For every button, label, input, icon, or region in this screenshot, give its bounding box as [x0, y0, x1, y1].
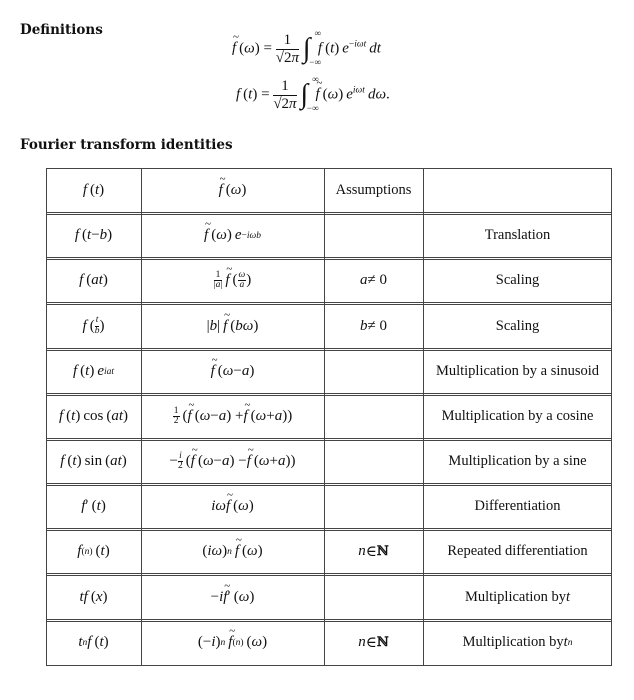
cell-assumption: [324, 351, 423, 392]
cell-description: Repeated differentiation: [447, 543, 588, 559]
header-f-of-t: f ( t ): [82, 182, 105, 198]
cell-description: Multiplication by t n: [462, 634, 573, 650]
cell-assumption: a ≠ 0: [360, 272, 387, 288]
cell-transform: (− i ) n ~ f (n) ( ω ): [141, 622, 324, 663]
cell-function: t f ( x ): [79, 588, 108, 605]
cell-function: f ( t b ): [82, 315, 105, 336]
header-description: [423, 170, 612, 211]
cell-assumption: n ∈ ℕ: [358, 543, 389, 560]
cell-function: f ( at ): [79, 272, 108, 288]
cell-transform: iω ~ f ( ω ): [141, 486, 324, 527]
cell-function: f ( t ) e iat: [72, 363, 115, 379]
cell-description: Translation: [484, 227, 551, 243]
cell-description: Scaling: [495, 317, 540, 334]
cell-transform: 1 |a| ~ f ( ω a ): [141, 260, 324, 301]
cell-assumption: [324, 486, 423, 527]
definitions-heading: Definitions: [20, 22, 103, 38]
cell-transform: − i 2 ( ~ f ( ω − a ) − ~ f ( ω + a )): [141, 441, 324, 482]
header-assumptions: Assumptions: [335, 182, 412, 198]
cell-function: f ( t ) sin ( at ): [60, 453, 127, 469]
cell-function: f ( t ) cos ( at ): [58, 408, 128, 424]
cell-description: Multiplication by a cosine: [441, 408, 594, 424]
header-f-tilde: ~ f ( ω ): [141, 170, 324, 211]
cell-transform: − i ~ f ′ ( ω ): [141, 576, 324, 618]
cell-description: Scaling: [495, 272, 540, 288]
cell-description: Multiplication by a sine: [448, 453, 587, 469]
cell-assumption: [324, 396, 423, 437]
table-rule: [46, 665, 612, 666]
forward-transform-equation: ~ f (ω) = $\frac{1}{√2\pi}$ ∫ ∞ −∞ f (t) $e^{-i\omega t}$ dt: [232, 32, 381, 66]
cell-description: Differentiation: [474, 498, 561, 514]
cell-assumption: b ≠ 0: [360, 317, 387, 334]
inverse-transform-equation: f (t) = $\frac{1}{√2\pi}$ ∫ ∞ −∞ ~ f (ω) $e^{i\omega t}$ dω.: [236, 78, 390, 112]
cell-function: f ′ ( t ): [81, 498, 106, 514]
cell-transform: 1 2 ( ~ f ( ω − a ) + ~ f ( ω + a )): [141, 396, 324, 437]
cell-assumption: [324, 215, 423, 256]
cell-function: f (n) ( t ): [77, 543, 110, 559]
cell-transform: ~ f ( ω − a ): [141, 351, 324, 392]
identities-heading: Fourier transform identities: [20, 137, 233, 153]
cell-transform: ~ f ( ω ) e −iωb: [141, 215, 324, 256]
cell-description: Multiplication by t: [464, 588, 571, 605]
cell-assumption: [324, 441, 423, 482]
cell-transform: | b | ~ f ( bω ): [141, 305, 324, 347]
cell-transform: ( iω ) n ~ f ( ω ): [141, 531, 324, 572]
cell-description: Multiplication by a sinusoid: [435, 363, 600, 379]
cell-assumption: n ∈ ℕ: [358, 634, 389, 651]
cell-assumption: [324, 576, 423, 618]
cell-function: t n f ( t ): [78, 634, 109, 650]
cell-function: f ( t − b ): [74, 227, 113, 243]
table-rule: [46, 168, 612, 169]
